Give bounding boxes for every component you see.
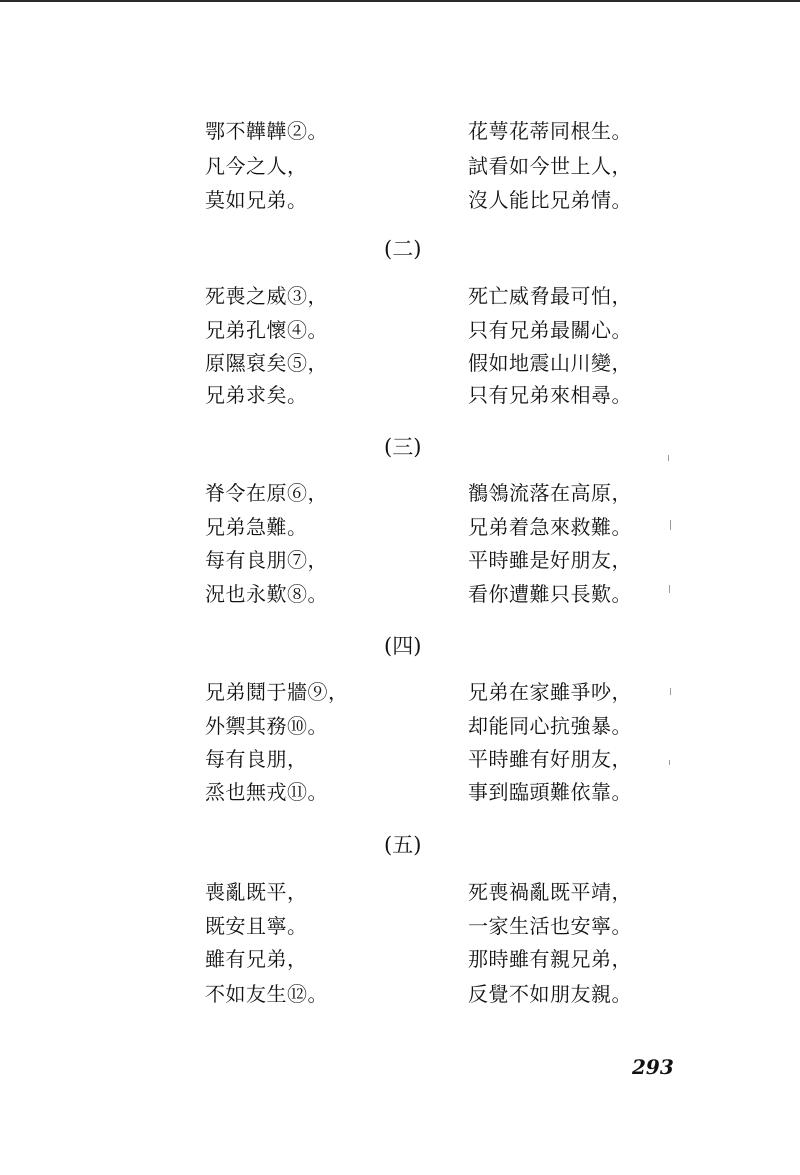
stanza3-right-line-2: 兄弟着急來救難。 [468, 515, 632, 539]
stanza2-right-line-3: 假如地震山川變， [468, 351, 632, 375]
stanza4-right-line-2: 却能同心抗強暴。 [468, 714, 632, 738]
stanza2-left-line-4: 兄弟求矣。 [205, 383, 308, 407]
stanza5-right-line-1: 死喪禍亂既平靖， [468, 880, 632, 904]
top-border [0, 0, 800, 2]
stanza4-right-line-1: 兄弟在家雖爭吵， [468, 680, 632, 704]
stanza5-right-line-2: 一家生活也安寧。 [468, 914, 632, 938]
stanza2-right-line-2: 只有兄弟最關心。 [468, 318, 632, 342]
stanza3-left-line-4: 況也永歎⑧。 [205, 582, 328, 606]
stanza5-right-line-3: 那時雖有親兄弟， [468, 947, 632, 971]
stanza2-left-line-2: 兄弟孔懷④。 [205, 318, 328, 342]
stanza3-right-line-3: 平時雖是好朋友， [468, 548, 632, 572]
stanza1-left-line-1: 鄂不韡韡②。 [205, 119, 328, 143]
scan-speck [670, 520, 671, 530]
stanza4-left-line-3: 每有良朋， [205, 747, 308, 771]
scan-speck [669, 760, 670, 765]
stanza5-right-line-4: 反覺不如朋友親。 [468, 982, 632, 1006]
stanza2-right-line-1: 死亡威脅最可怕， [468, 284, 632, 308]
stanza3-right-line-1: 鶺鴒流落在高原， [468, 481, 632, 505]
stanza5-left-line-2: 既安且寧。 [205, 914, 308, 938]
stanza3-left-line-2: 兄弟急難。 [205, 515, 308, 539]
scan-speck [668, 455, 669, 461]
stanza2-left-line-1: 死喪之威③， [205, 284, 328, 308]
stanza4-left-line-4: 烝也無戎⑪。 [205, 780, 328, 804]
stanza1-right-line-2: 試看如今世上人， [468, 154, 632, 178]
stanza4-left-line-2: 外禦其務⑩。 [205, 714, 328, 738]
stanza3-left-line-1: 脊令在原⑥， [205, 481, 328, 505]
section-heading-4: (四) [384, 634, 422, 658]
scan-speck [670, 688, 671, 695]
stanza1-left-line-3: 莫如兄弟。 [205, 188, 308, 212]
stanza4-right-line-4: 事到臨頭難依靠。 [468, 780, 632, 804]
page-number: 293 [632, 1055, 674, 1079]
stanza4-right-line-3: 平時雖有好朋友， [468, 747, 632, 771]
stanza2-left-line-3: 原隰裒矣⑤， [205, 351, 328, 375]
section-heading-5: (五) [384, 833, 422, 857]
stanza5-left-line-4: 不如友生⑫。 [205, 982, 328, 1006]
stanza5-left-line-1: 喪亂既平， [205, 880, 308, 904]
stanza1-right-line-3: 沒人能比兄弟情。 [468, 188, 632, 212]
stanza3-left-line-3: 每有良朋⑦， [205, 548, 328, 572]
scan-speck [669, 585, 670, 593]
stanza4-left-line-1: 兄弟鬩于牆⑨， [205, 680, 349, 704]
stanza1-right-line-1: 花萼花蒂同根生。 [468, 119, 632, 143]
stanza5-left-line-3: 雖有兄弟， [205, 947, 308, 971]
stanza2-right-line-4: 只有兄弟來相尋。 [468, 383, 632, 407]
section-heading-3: (三) [384, 435, 422, 459]
section-heading-2: (二) [384, 237, 422, 261]
stanza3-right-line-4: 看你遭難只長歎。 [468, 582, 632, 606]
stanza1-left-line-2: 凡今之人， [205, 154, 308, 178]
